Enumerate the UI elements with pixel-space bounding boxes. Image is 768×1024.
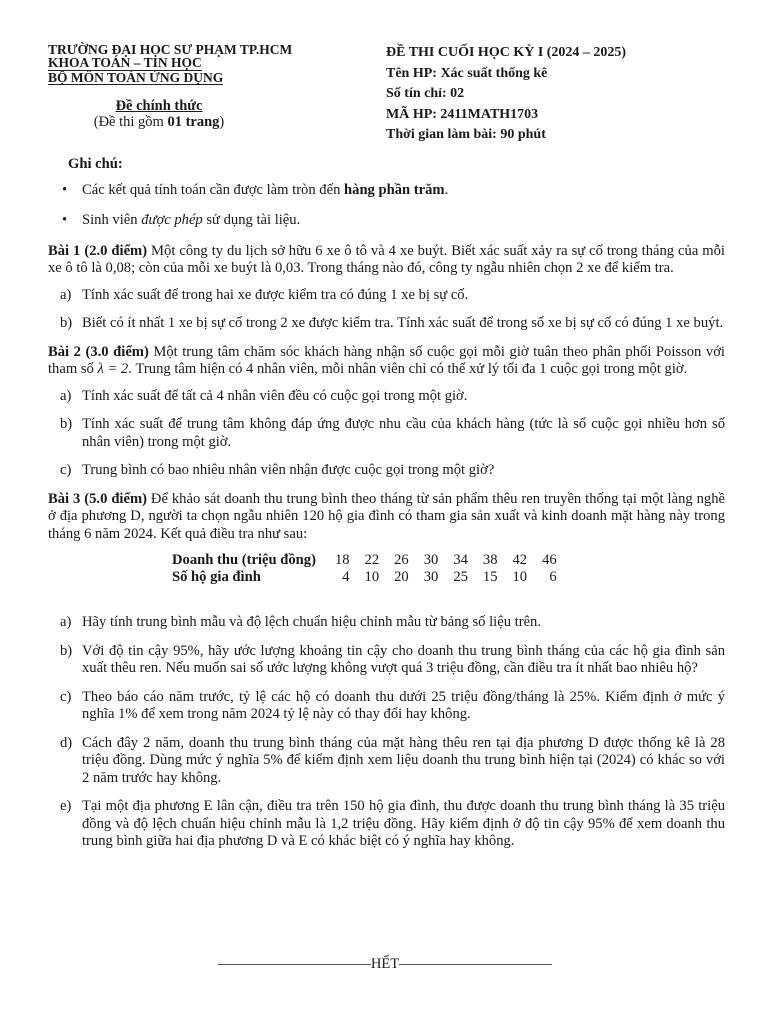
table-cell: 6 bbox=[549, 569, 557, 585]
bullet-icon: • bbox=[62, 212, 68, 228]
table-cell: 15 bbox=[482, 569, 498, 585]
problem-2-c: c) Trung bình có bao nhiêu nhân viên nhận được cuộc gọi trong một giờ? bbox=[60, 462, 495, 478]
table-cell: 20 bbox=[394, 569, 409, 585]
official-title: Đề chính thức bbox=[115, 98, 203, 114]
school-name: TRƯỜNG ĐẠI HỌC SƯ PHẠM TP.HCM bbox=[48, 42, 293, 57]
exam-title: ĐỀ THI CUỐI HỌC KỲ I (2024 – 2025) bbox=[386, 45, 627, 60]
credits: Số tín chỉ: 02 bbox=[386, 86, 465, 101]
revenue-table bbox=[172, 552, 557, 586]
table-cell: 26 bbox=[394, 552, 409, 568]
problem-3-title: Bài 3 (5.0 điểm) bbox=[48, 490, 147, 507]
problem-1-title: Bài 1 (2.0 điểm) bbox=[48, 242, 148, 259]
note-materials: • Sinh viên được phép sử dụng tài liệu. bbox=[62, 212, 301, 228]
problem-3-c: c) Theo báo cáo năm trước, tỷ lệ các hộ có doanh thu dưới 25 triệu đồng/tháng là 25%. Kiểm định ở mức ý nghĩa 1% để xem trong năm 2024 tỷ lệ này có thay đổi hay không. bbox=[60, 688, 725, 722]
table-row bbox=[172, 569, 557, 586]
table-cell: 18 bbox=[334, 552, 350, 568]
department-name: BỘ MÔN TOÁN ỨNG DỤNG bbox=[48, 70, 224, 85]
table-cell: 25 bbox=[453, 569, 468, 585]
problem-3: Bài 3 (5.0 điểm) Để khảo sát doanh thu trung bình theo tháng từ sản phẩm thêu ren truyền thống tại một làng nghề ở địa phương D, người ta chọn ngẫu nhiên 120 hộ gia đình có tham gia sản xuất và kinh doanh mặt hàng này trong tháng 6 năm 2024. Kết quả điều tra như sau: bbox=[48, 490, 725, 542]
table-cell: 30 bbox=[423, 569, 439, 585]
table-cell: 10 bbox=[364, 569, 380, 585]
table-cell: 10 bbox=[512, 569, 528, 585]
problem-1: Bài 1 (2.0 điểm) Một công ty du lịch sở hữu 6 xe ô tô và 4 xe buýt. Biết xác suất xảy ra sự cố trong tháng của mỗi xe ô tô là 0,08; còn của mỗi xe buýt là 0,03. Trong tháng nào đó, công ty ngẫu nhiên chọn 2 xe để kiểm tra. bbox=[48, 242, 725, 276]
table-cell: 34 bbox=[453, 552, 468, 568]
problem-2-b: b) Tính xác suất để trung tâm không đáp ứng được nhu cầu của khách hàng (tức là số cuộc gọi nhiều hơn số nhân viên) trong một giờ. bbox=[60, 416, 725, 450]
school-header bbox=[48, 43, 292, 85]
table-row-header: Doanh thu (triệu đồng) bbox=[172, 552, 316, 568]
table-cell: 46 bbox=[542, 552, 557, 568]
table-cell: 22 bbox=[364, 552, 380, 568]
end-marker bbox=[218, 956, 552, 973]
divider bbox=[399, 964, 552, 965]
page-count: (Đề thi gồm 01 trang) bbox=[93, 114, 225, 130]
duration: Thời gian làm bài: 90 phút bbox=[386, 127, 546, 142]
problem-3-d: d) Cách đây 2 năm, doanh thu trung bình tháng của mặt hàng thêu ren tại địa phương D được thống kê là 28 triệu đồng. Dùng mức ý nghĩa 5% để kiểm định xem liệu doanh thu trung bình hiện tại (2024) có khác so với 2 năm trước hay không. bbox=[60, 734, 725, 786]
problem-3-b: b) Với độ tin cậy 95%, hãy ước lượng khoảng tin cậy cho doanh thu trung bình tháng của các hộ gia đình sản xuất thêu ren. Nếu muốn sai số ước lượng không vượt quá 3 triệu đồng, cần điều tra ít nhất bao nhiêu hộ? bbox=[60, 642, 725, 676]
divider bbox=[218, 964, 371, 965]
notes-title: Ghi chú: bbox=[68, 156, 123, 172]
course-name: Tên HP: Xác suất thống kê bbox=[386, 65, 548, 81]
problem-3-e: e) Tại một địa phương E lân cận, điều tra trên 150 hộ gia đình, thu được doanh thu trung bình tháng là 35 triệu đồng và độ lệch chuẩn hiệu chỉnh mẫu là 1,2 triệu đồng. Hãy kiểm định ở độ tin cậy 95% để xem doanh thu trung bình giữa hai địa phương D và E có khác biệt có ý nghĩa hay không. bbox=[60, 798, 725, 849]
exam-header bbox=[386, 43, 626, 146]
problem-1-b: b) Biết có ít nhất 1 xe bị sự cố trong 2 xe được kiểm tra. Tính xác suất để trong số xe bị sự cố có đúng 1 xe buýt. bbox=[60, 315, 724, 331]
course-code: MÃ HP: 2411MATH1703 bbox=[386, 106, 539, 122]
problem-2-title: Bài 2 (3.0 điểm) bbox=[48, 343, 149, 360]
end-text: HẾT bbox=[370, 956, 400, 972]
table-row bbox=[172, 552, 557, 569]
table-row-header: Số hộ gia đình bbox=[172, 569, 261, 585]
faculty-name: KHOA TOÁN – TIN HỌC bbox=[48, 55, 202, 70]
table-cell: 42 bbox=[512, 552, 528, 568]
problem-3-a: a) Hãy tính trung bình mẫu và độ lệch chuẩn hiệu chỉnh mẫu từ bảng số liệu trên. bbox=[60, 614, 541, 630]
table-cell: 38 bbox=[482, 552, 498, 568]
bullet-icon: • bbox=[62, 181, 68, 198]
problem-1-a: a) Tính xác suất để trong hai xe được kiểm tra có đúng 1 xe bị sự cố. bbox=[60, 286, 469, 303]
exam-content bbox=[48, 156, 725, 862]
table-cell: 30 bbox=[423, 552, 439, 568]
note-rounding: • Các kết quả tính toán cần được làm tròn đến hàng phần trăm. bbox=[62, 181, 449, 198]
problem-2-a: a) Tính xác suất để tất cả 4 nhân viên đều có cuộc gọi trong một giờ. bbox=[60, 387, 468, 404]
table-cell: 4 bbox=[342, 569, 350, 585]
official-block bbox=[48, 98, 270, 130]
problem-2: Bài 2 (3.0 điểm) Một trung tâm chăm sóc khách hàng nhận số cuộc gọi mỗi giờ tuân theo phân phối Poisson với tham số λ = 2. Trung tâm hiện có 4 nhân viên, mỗi nhân viên chỉ có thể xử lý tối đa 1 cuộc gọi trong một giờ. bbox=[48, 343, 725, 377]
